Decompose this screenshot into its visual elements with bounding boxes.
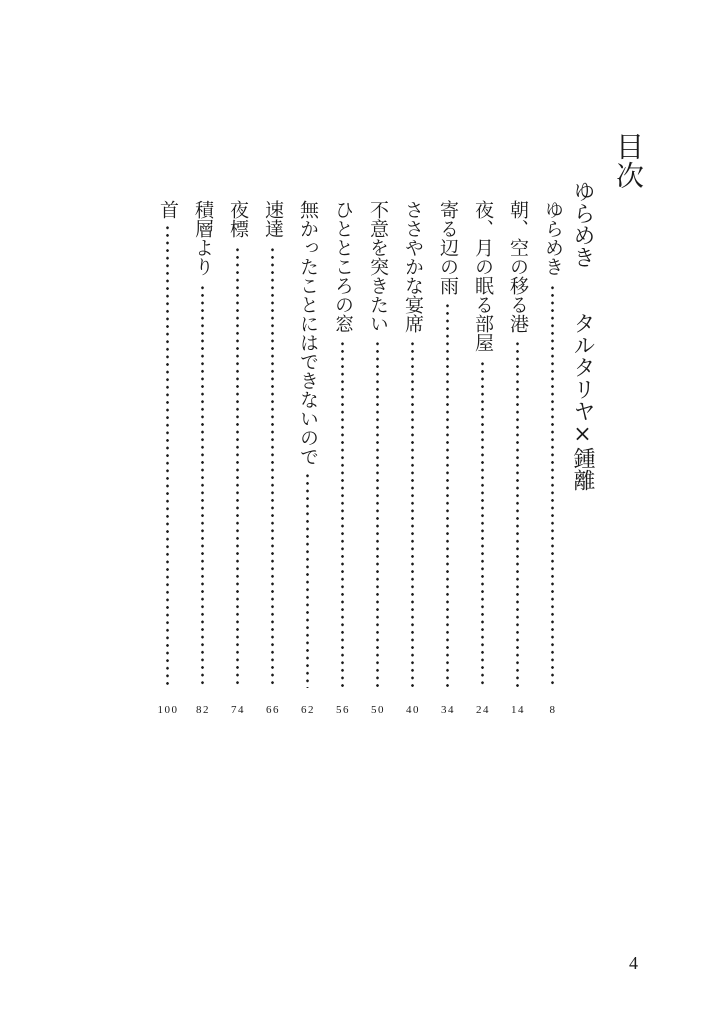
book-title bbox=[568, 180, 596, 491]
toc-page-number: 8 bbox=[549, 704, 557, 716]
toc-entry[interactable] bbox=[402, 200, 424, 688]
leader-dots bbox=[376, 340, 379, 688]
book-title-part2: タルタリヤ×鍾離 bbox=[570, 312, 595, 491]
leader-dots bbox=[341, 340, 344, 688]
page-number: 4 bbox=[629, 953, 638, 973]
toc-page-number: 40 bbox=[406, 704, 420, 716]
toc-entry[interactable] bbox=[227, 200, 249, 688]
toc-entry-title: 速達 bbox=[262, 200, 284, 238]
leader-dots bbox=[166, 224, 169, 688]
toc-entry-title: 首 bbox=[157, 200, 179, 219]
toc-entry-title: 夜、月の眠る部屋 bbox=[472, 200, 494, 352]
toc-page-number: 74 bbox=[231, 704, 245, 716]
toc-page-number: 14 bbox=[511, 704, 525, 716]
toc-entry-title: 夜標 bbox=[227, 200, 249, 238]
toc-entry[interactable] bbox=[472, 200, 494, 688]
leader-dots bbox=[551, 284, 554, 688]
toc-page-number: 50 bbox=[371, 704, 385, 716]
toc-entry[interactable] bbox=[332, 200, 354, 688]
toc-entry[interactable] bbox=[437, 200, 459, 688]
toc-entry-title: 寄る辺の雨 bbox=[437, 200, 459, 295]
toc-page-number: 66 bbox=[266, 704, 280, 716]
toc-entry[interactable] bbox=[262, 200, 284, 688]
toc-entry-title: ひとところの窓 bbox=[332, 200, 354, 333]
toc-entry[interactable] bbox=[507, 200, 529, 688]
leader-dots bbox=[411, 340, 414, 688]
toc-entry-title: ゆらめき bbox=[542, 200, 564, 276]
toc-entry[interactable] bbox=[367, 200, 389, 688]
toc-page-number: 24 bbox=[476, 704, 490, 716]
toc-entry-title: 無かったことにはできないので bbox=[297, 200, 319, 466]
toc-page-number: 100 bbox=[157, 704, 179, 716]
leader-dots bbox=[481, 360, 484, 688]
toc-heading: 目次 bbox=[612, 132, 645, 190]
leader-dots bbox=[446, 302, 449, 688]
toc-entry[interactable] bbox=[157, 200, 179, 688]
leader-dots bbox=[516, 340, 519, 688]
toc-page-number: 62 bbox=[301, 704, 315, 716]
leader-dots bbox=[306, 472, 309, 688]
leader-dots bbox=[201, 284, 204, 688]
toc-entry-title: 朝、空の移る港 bbox=[507, 200, 529, 333]
toc-entry-title: 不意を突きたい bbox=[367, 200, 389, 333]
toc-entry[interactable] bbox=[542, 200, 564, 688]
toc-entry[interactable] bbox=[297, 200, 319, 688]
toc-page-number: 82 bbox=[196, 704, 210, 716]
toc-page-number: 34 bbox=[441, 704, 455, 716]
toc-entry[interactable] bbox=[192, 200, 214, 688]
toc-entry-title: ささやかな宴席 bbox=[402, 200, 424, 333]
toc-page-number: 56 bbox=[336, 704, 350, 716]
leader-dots bbox=[236, 246, 239, 688]
leader-dots bbox=[271, 246, 274, 688]
book-title-part1: ゆらめき bbox=[570, 180, 595, 268]
toc-entry-title: 積層より bbox=[192, 200, 214, 276]
